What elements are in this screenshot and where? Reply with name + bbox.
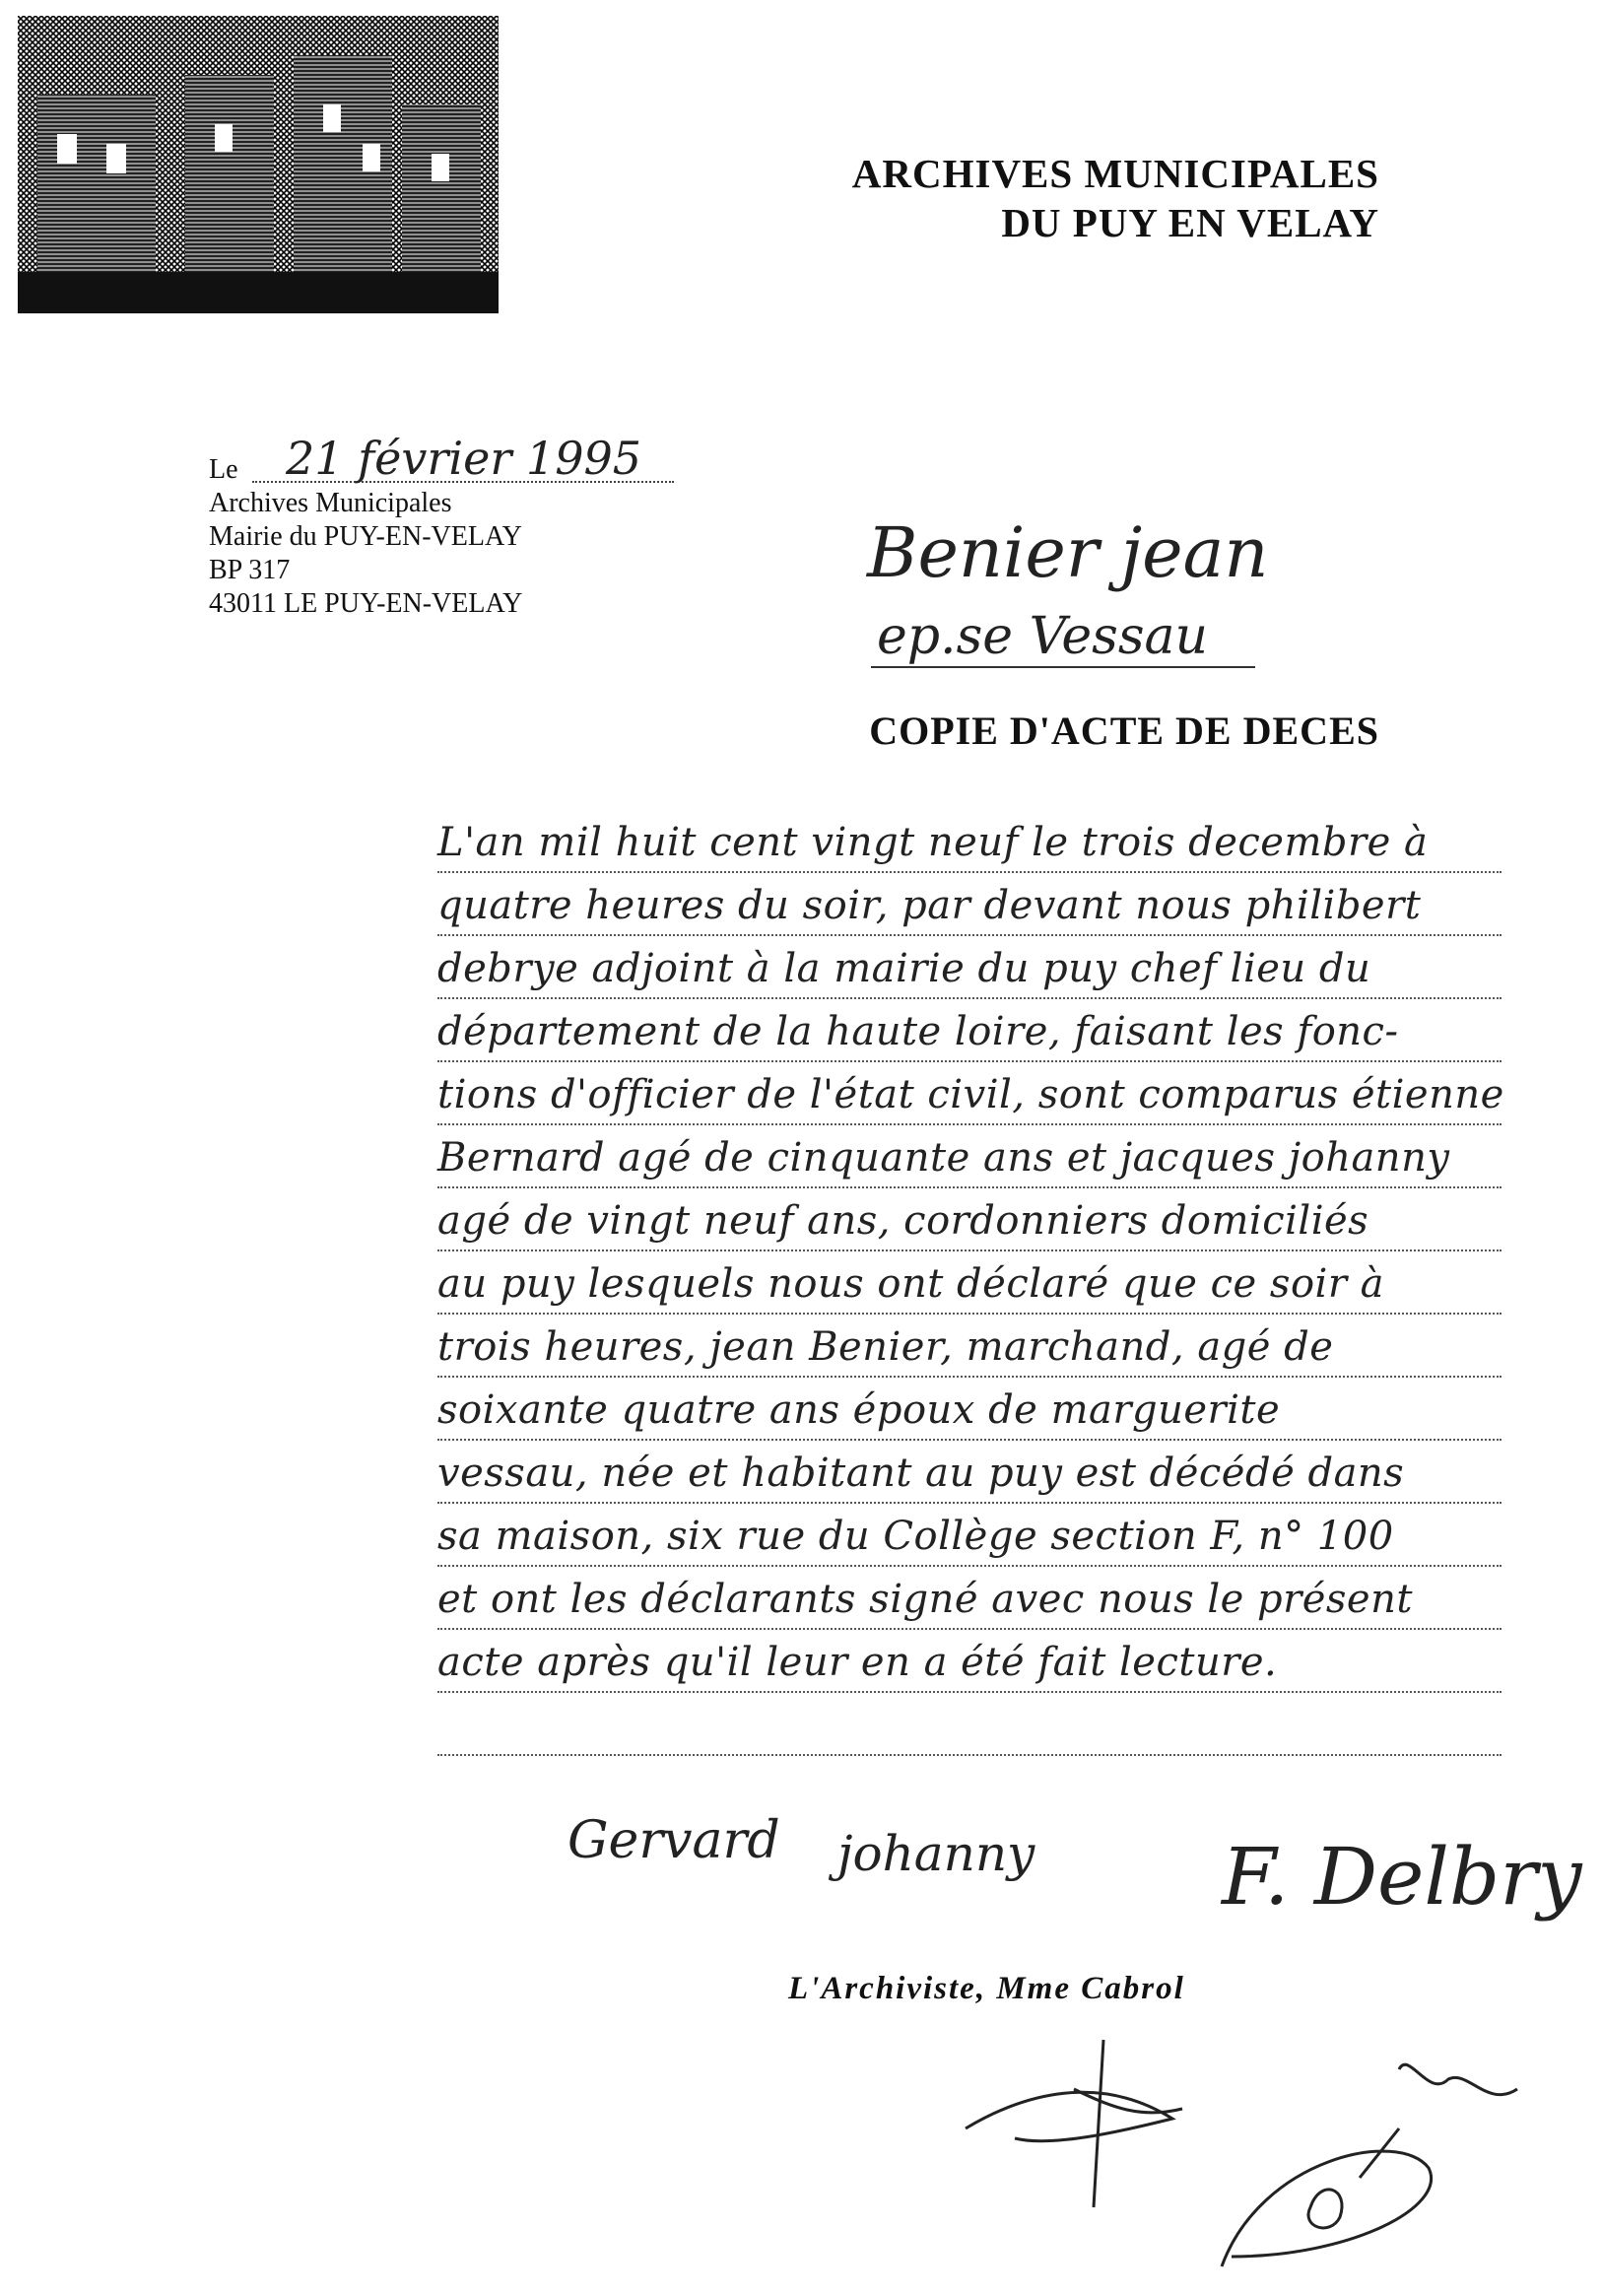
record-line: département de la haute loire, faisant les fonc-: [437, 997, 1502, 1062]
date-value: 21 février 1995: [286, 432, 641, 485]
record-line: agé de vingt neuf ans, cordonniers domiciliés: [437, 1186, 1502, 1251]
document-title: COPIE D'ACTE DE DECES: [869, 709, 1379, 753]
address-block: [209, 487, 522, 621]
archivist-signature-flourish: [936, 2010, 1547, 2286]
record-line: debrye adjoint à la mairie du puy chef lieu du: [437, 934, 1502, 999]
archivist-caption: L'Archiviste, Mme Cabrol: [788, 1971, 1185, 2006]
record-line: quatre heures du soir, par devant nous philibert: [437, 871, 1502, 936]
address-line-1: Archives Municipales: [209, 488, 452, 518]
record-line: acte après qu'il leur en a été fait lecture.: [437, 1628, 1502, 1693]
header-title-line1: ARCHIVES MUNICIPALES: [851, 151, 1379, 196]
record-line: au puy lesquels nous ont déclaré que ce soir à: [437, 1249, 1502, 1315]
subject-name: Benier jean: [867, 512, 1269, 593]
record-line: vessau, née et habitant au puy est décédé dans: [437, 1439, 1502, 1504]
header-title-line2: DU PUY EN VELAY: [1001, 200, 1379, 245]
record-line: L'an mil huit cent vingt neuf le trois decembre à: [437, 808, 1502, 873]
address-line-3: BP 317: [209, 555, 291, 585]
signature-right: F. Delbry: [1222, 1831, 1582, 1923]
record-line: Bernard agé de cinquante ans et jacques johanny: [437, 1123, 1502, 1188]
record-line: et ont les déclarants signé avec nous le présent: [437, 1565, 1502, 1630]
record-line: soixante quatre ans époux de marguerite: [437, 1376, 1502, 1441]
record-line-blank: [437, 1691, 1502, 1756]
signature-left-2: johanny: [837, 1825, 1035, 1882]
subject-spouse: ep.se Vessau: [877, 607, 1208, 666]
subject-underline: [871, 666, 1255, 668]
header-engraving: [18, 16, 499, 313]
address-line-2: Mairie du PUY-EN-VELAY: [209, 521, 522, 552]
record-line: tions d'officier de l'état civil, sont comparus étienne: [437, 1060, 1502, 1125]
signature-left-1: Gervard: [567, 1811, 780, 1870]
record-line: trois heures, jean Benier, marchand, agé de: [437, 1313, 1502, 1378]
record-line: sa maison, six rue du Collège section F, n° 100: [437, 1502, 1502, 1567]
date-prefix: Le: [209, 454, 238, 485]
address-line-4: 43011 LE PUY-EN-VELAY: [209, 588, 523, 619]
